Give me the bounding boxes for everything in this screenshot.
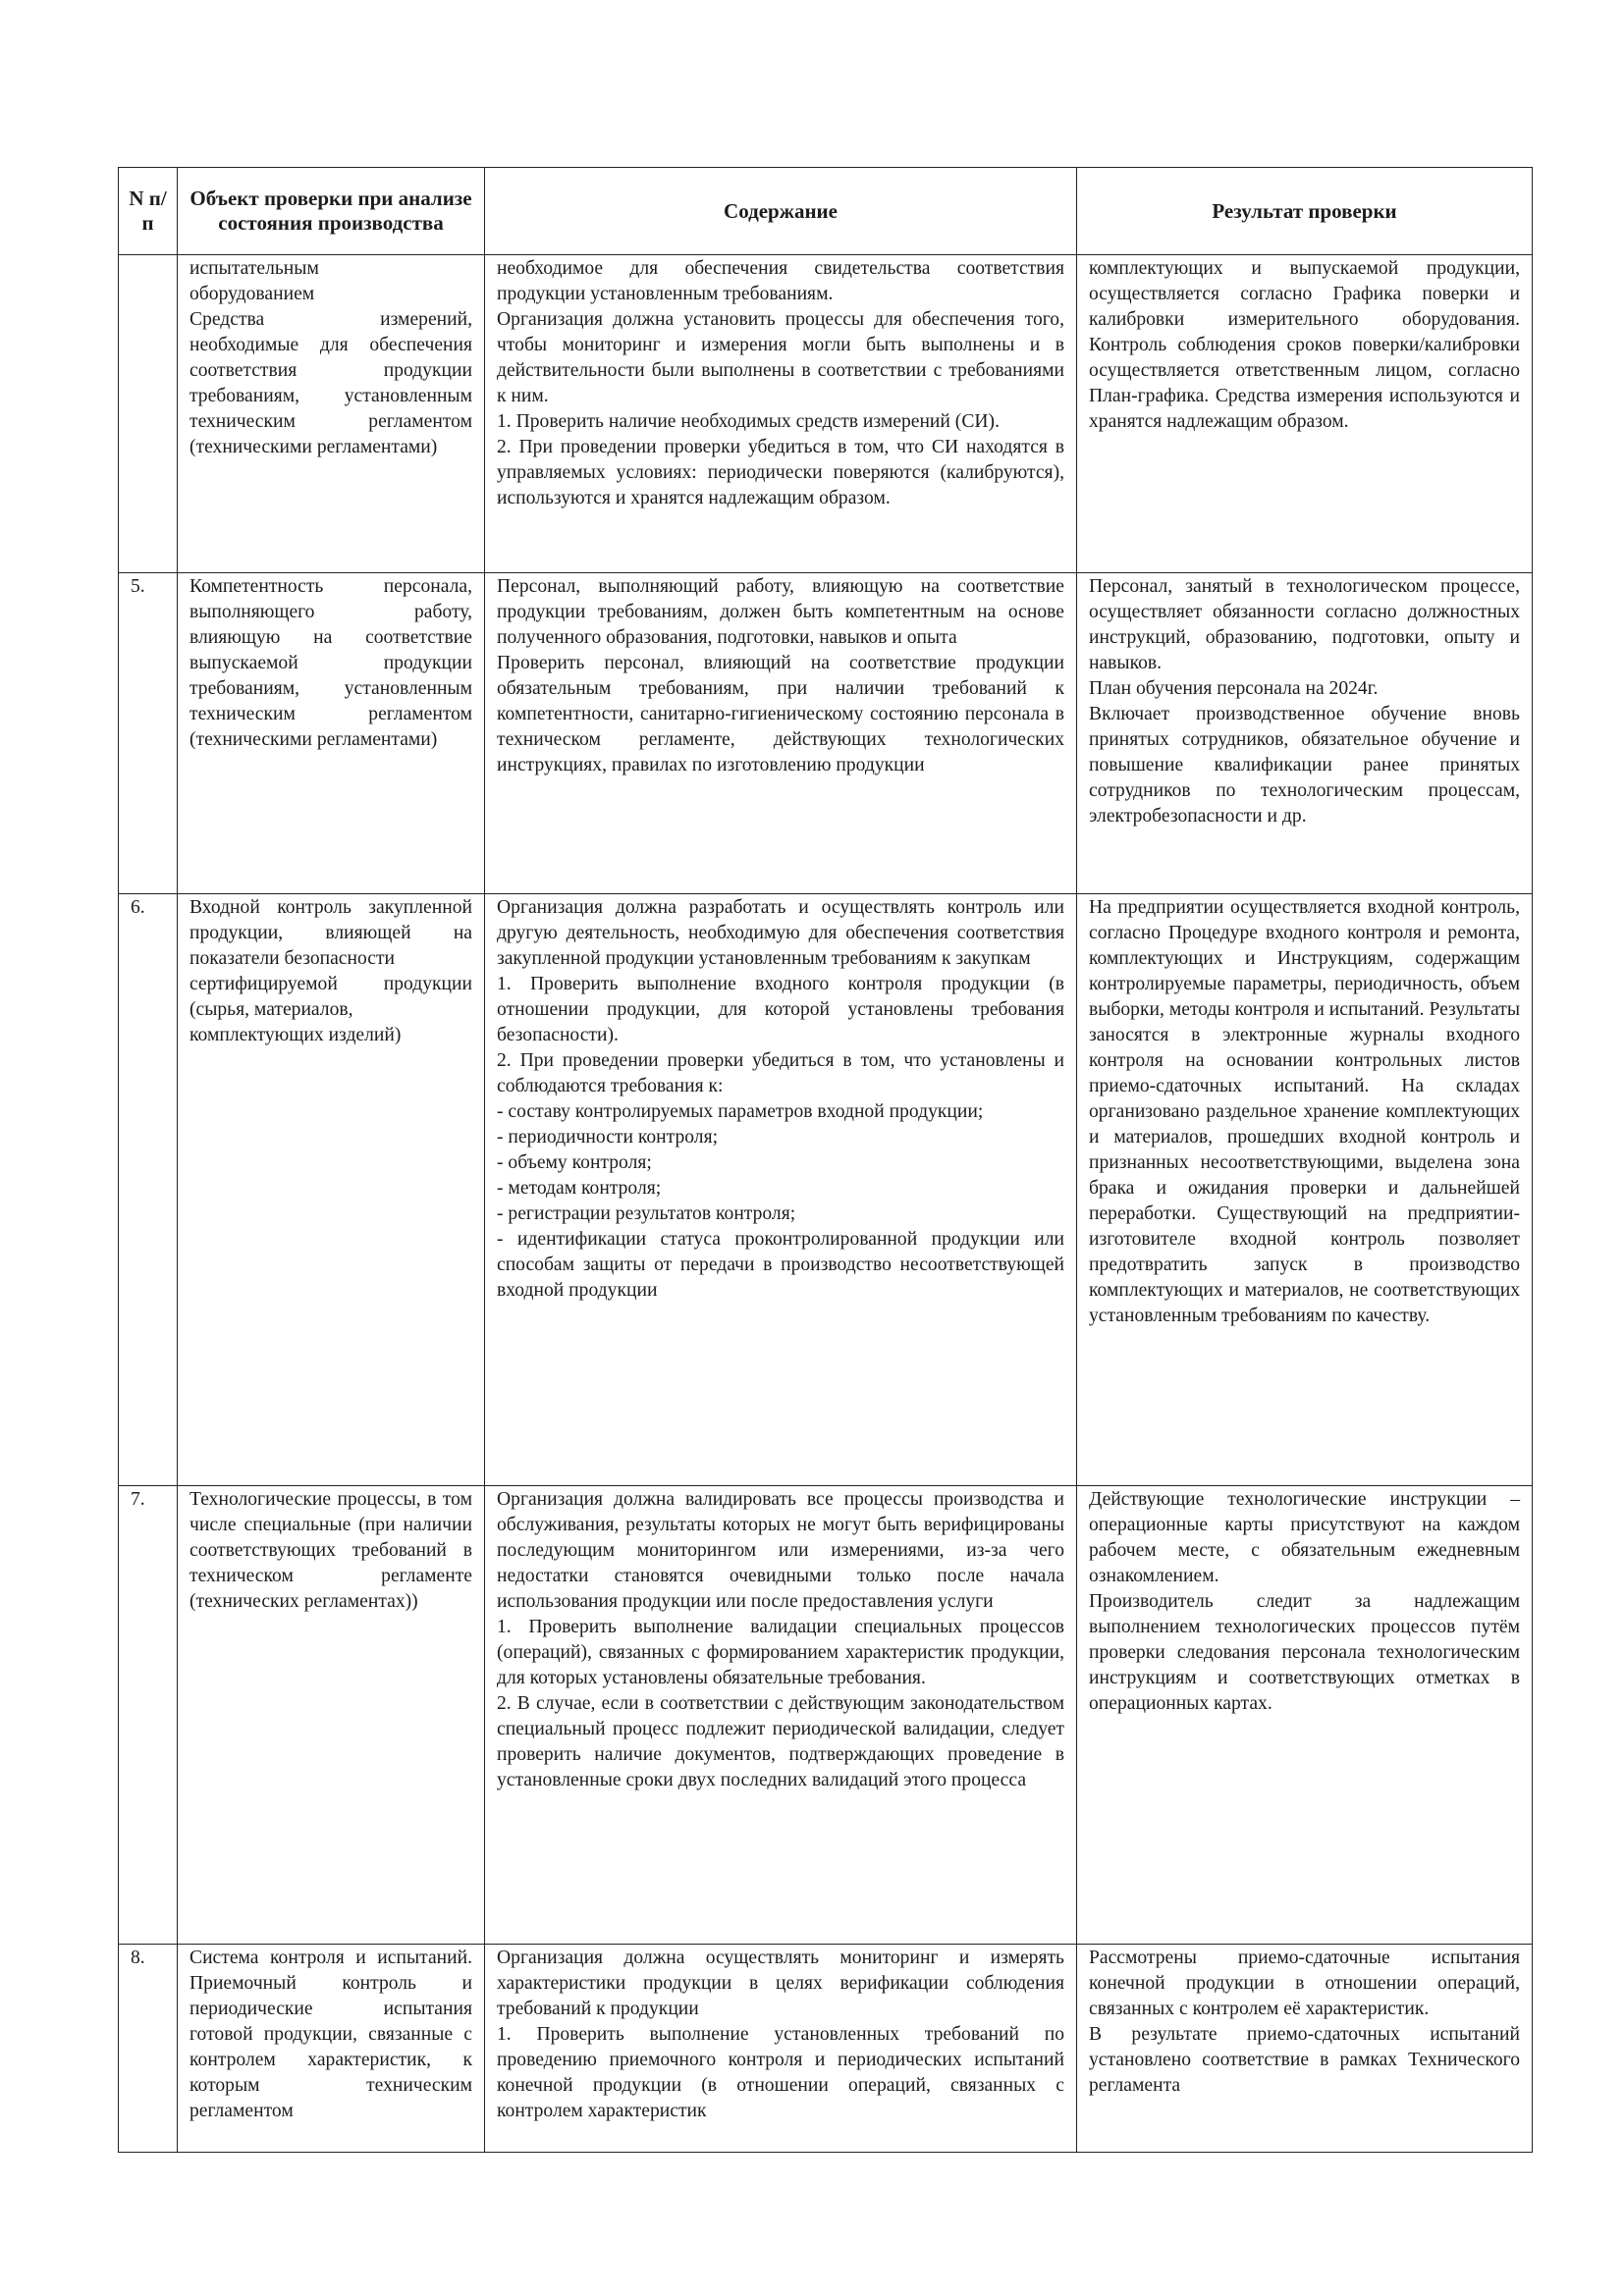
row-number: 7. <box>119 1486 178 1945</box>
row-content: Организация должна валидировать все процессы производства и обслуживания, результаты которых не могут быть верифицированы последующим мониторингом или измерениями, из-за чего недостатки становятся очевидными только после начала использования продукции или после предоставления услуги 1. Проверить выполнение валидации специальных процессов (операций), связанных с формированием характеристик продукции, для которых установлены обязательные требования. 2. В случае, если в соответствии с действующим законодательством специальный процесс подлежит периодической валидации, следует проверить наличие документов, подтверждающих проведение в установленные сроки двух последних валидаций этого процесса <box>485 1486 1077 1945</box>
row-number: 6. <box>119 894 178 1486</box>
row-result: Действующие технологические инструкции – операционные карты присутствуют на каждом рабочем месте, с обязательным ежедневным ознакомлением. Производитель следит за надлежащим выполнением технологических процессов путём проверки следования персонала технологическим инструкциям и соответствующих отметках в операционных картах. <box>1077 1486 1533 1945</box>
row-object: испытательным оборудованием Средства измерений, необходимые для обеспечения соответствия продукции требованиям, установленным техническим регламентом (техническими регламентами) <box>178 255 485 573</box>
header-num: N п/п <box>119 168 178 255</box>
row-object: Технологические процессы, в том числе специальные (при наличии соответствующих требований в техническом регламенте (технических регламентах)) <box>178 1486 485 1945</box>
table-header-row <box>119 168 1533 255</box>
header-object: Объект проверки при анализе состояния производства <box>178 168 485 255</box>
row-result: На предприятии осуществляется входной контроль, согласно Процедуре входного контроля и ремонта, комплектующих и Инструкциям, содержащим контролируемые параметры, периодичность, объем выборки, методы контроля и испытаний. Результаты заносятся в электронные журналы входного контроля на основании контрольных листов приемо-сдаточных испытаний. На складах организовано раздельное хранение комплектующих и материалов, прошедших входной контроль и признанных несоответствующими, выделена зона брака и ожидания проверки и дальнейшей переработки. Существующий на предприятии-изготовителе входной контроль позволяет предотвратить запуск в производство комплектующих и материалов, не соответствующих установленным требованиям по качеству. <box>1077 894 1533 1486</box>
table-row <box>119 255 1533 573</box>
row-number <box>119 255 178 573</box>
table-row <box>119 1486 1533 1945</box>
header-result: Результат проверки <box>1077 168 1533 255</box>
row-result: комплектующих и выпускаемой продукции, осуществляется согласно Графика поверки и калибровки измерительного оборудования. Контроль соблюдения сроков поверки/калибровки осуществляется ответственным лицом, согласно План-графика. Средства измерения используются и хранятся надлежащим образом. <box>1077 255 1533 573</box>
row-result: Рассмотрены приемо-сдаточные испытания конечной продукции в отношении операций, связанных с контролем её характеристик. В результате приемо-сдаточных испытаний установлено соответствие в рамках Технического регламента <box>1077 1945 1533 2153</box>
row-content: необходимое для обеспечения свидетельства соответствия продукции установленным требованиям. Организация должна установить процессы для обеспечения того, чтобы мониторинг и измерения могли быть выполнены и в действительности были выполнены в соответствии с требованиями к ним. 1. Проверить наличие необходимых средств измерений (СИ). 2. При проведении проверки убедиться в том, что СИ находятся в управляемых условиях: периодически поверяются (калибруются), используются и хранятся надлежащим образом. <box>485 255 1077 573</box>
row-object: Входной контроль закупленной продукции, влияющей на показатели безопасности сертифицируемой продукции (сырья, материалов, комплектующих изделий) <box>178 894 485 1486</box>
row-result: Персонал, занятый в технологическом процессе, осуществляет обязанности согласно должностных инструкций, образованию, подготовки, опыту и навыков. План обучения персонала на 2024г. Включает производственное обучение вновь принятых сотрудников, обязательное обучение и повышение квалификации ранее принятых сотрудников по технологическим процессам, электробезопасности и др. <box>1077 573 1533 894</box>
row-content: Организация должна разработать и осуществлять контроль или другую деятельность, необходимую для обеспечения соответствия закупленной продукции установленным требованиям к закупкам 1. Проверить выполнение входного контроля продукции (в отношении продукции, для которой установлены требования безопасности). 2. При проведении проверки убедиться в том, что установлены и соблюдаются требования к: - составу контролируемых параметров входной продукции; - периодичности контроля; - объему контроля; - методам контроля; - регистрации результатов контроля; - идентификации статуса проконтролированной продукции или способам защиты от передачи в производство несоответствующей входной продукции <box>485 894 1077 1486</box>
header-content: Содержание <box>485 168 1077 255</box>
audit-table <box>118 167 1533 2153</box>
table-row <box>119 1945 1533 2153</box>
table-row <box>119 573 1533 894</box>
row-number: 8. <box>119 1945 178 2153</box>
row-content: Организация должна осуществлять мониторинг и измерять характеристики продукции в целях верификации соблюдения требований к продукции 1. Проверить выполнение установленных требований по проведению приемочного контроля и периодических испытаний конечной продукции (в отношении операций, связанных с контролем характеристик <box>485 1945 1077 2153</box>
table-row <box>119 894 1533 1486</box>
row-object: Система контроля и испытаний. Приемочный контроль и периодические испытания готовой продукции, связанные с контролем характеристик, к которым техническим регламентом <box>178 1945 485 2153</box>
row-number: 5. <box>119 573 178 894</box>
row-content: Персонал, выполняющий работу, влияющую на соответствие продукции требованиям, должен быть компетентным на основе полученного образования, подготовки, навыков и опыта Проверить персонал, влияющий на соответствие продукции обязательным требованиям, при наличии требований к компетентности, санитарно-гигиеническому состоянию персонала в техническом регламенте, действующих технологических инструкциях, правилах по изготовлению продукции <box>485 573 1077 894</box>
row-object: Компетентность персонала, выполняющего работу, влияющую на соответствие выпускаемой продукции требованиям, установленным техническим регламентом (техническими регламентами) <box>178 573 485 894</box>
